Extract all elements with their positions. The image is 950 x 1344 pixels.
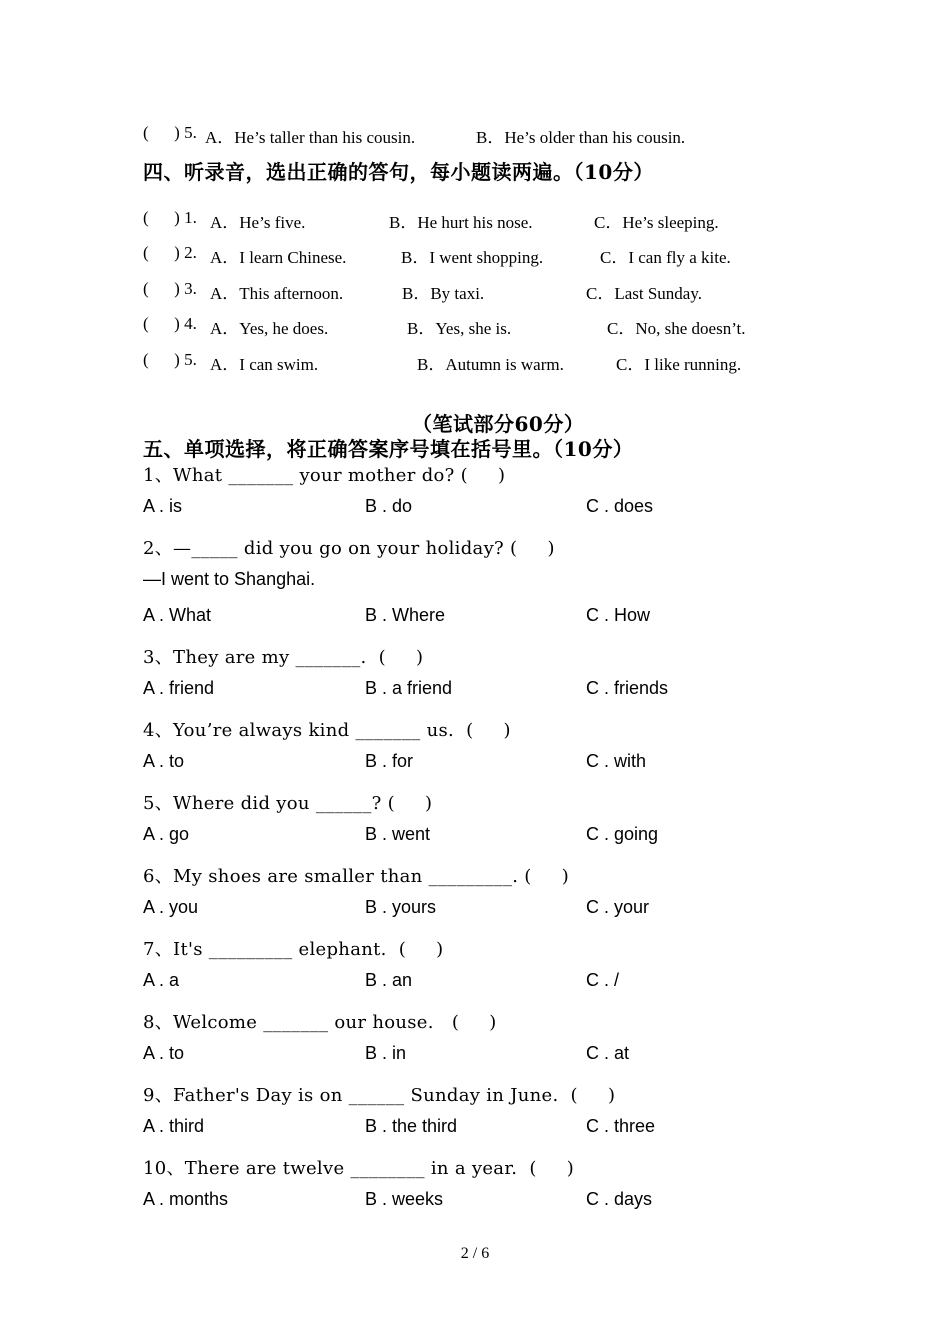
option-c: C . with	[586, 751, 647, 771]
option-b: B . a friend	[365, 678, 453, 698]
option-b: B . the third	[365, 1116, 458, 1136]
option-a: A . a	[143, 970, 180, 990]
option-c: C . your	[586, 897, 650, 917]
question-text: 8、Welcome _______ our house. ( )	[143, 1012, 497, 1033]
question-text: 7、It's _________ elephant. ( )	[143, 939, 444, 960]
section4-title: 四、听录音，选出正确的答句，每小题读两遍。（10分）	[143, 160, 654, 184]
page-number: 2 / 6	[460, 1245, 490, 1262]
question-text: 4、You’re always kind _______ us. ( )	[143, 720, 511, 741]
option-a: A．I learn Chinese.	[210, 248, 347, 267]
option-c: C．He’s sleeping.	[594, 213, 719, 232]
option-c: C . days	[586, 1189, 653, 1209]
option-c: C . at	[586, 1043, 630, 1063]
option-a: A . friend	[143, 678, 215, 698]
option-c: C．I can fly a kite.	[600, 248, 731, 267]
option-c: C . three	[586, 1116, 656, 1136]
question-text: 5、Where did you ______? ( )	[143, 793, 433, 814]
option-b: B．I went shopping.	[401, 248, 544, 267]
option-a: A . to	[143, 751, 185, 771]
written-part-header: （笔试部分60分）	[412, 412, 585, 436]
option-c: C．I like running.	[616, 355, 742, 374]
option-c: C．No, she doesn’t.	[607, 319, 746, 338]
option-c: C . friends	[586, 678, 669, 698]
option-a: A . you	[143, 897, 199, 917]
question-text: 9、Father's Day is on ______ Sunday in June. ( )	[143, 1085, 616, 1106]
s3-q5-option-a: A．He’s taller than his cousin.	[205, 128, 416, 147]
option-b: B . went	[365, 824, 431, 844]
question-text: 3、They are my _______. ( )	[143, 647, 424, 668]
option-a: A．He’s five.	[210, 213, 306, 232]
option-a: A . What	[143, 605, 212, 625]
question-text: 1、What _______ your mother do? ( )	[143, 465, 506, 486]
option-c: C . /	[586, 970, 620, 990]
item-paren: ( ) 3.	[143, 279, 197, 298]
option-a: A．Yes, he does.	[210, 319, 329, 338]
option-a: A . to	[143, 1043, 185, 1063]
question-text: 6、My shoes are smaller than _________. ( )	[143, 866, 570, 887]
option-a: A．I can swim.	[210, 355, 319, 374]
option-a: A . go	[143, 824, 190, 844]
option-a: A . is	[143, 496, 183, 516]
option-b: B . weeks	[365, 1189, 444, 1209]
section5-title: 五、单项选择，将正确答案序号填在括号里。（10分）	[143, 437, 634, 461]
question-text: 2、—_____ did you go on your holiday? ( )	[143, 538, 555, 559]
item-paren: ( ) 5.	[143, 350, 197, 369]
s3-q5-option-b: B．He’s older than his cousin.	[476, 128, 686, 147]
option-b: B . yours	[365, 897, 437, 917]
option-b: B . for	[365, 751, 414, 771]
option-b: B . do	[365, 496, 413, 516]
question-text: 10、There are twelve ________ in a year. ( )	[143, 1158, 575, 1179]
option-b: B．Autumn is warm.	[417, 355, 564, 374]
s3-q5-paren: ( ) 5.	[143, 123, 197, 142]
item-paren: ( ) 2.	[143, 243, 197, 262]
question-subtext: —I went to Shanghai.	[143, 569, 316, 589]
option-c: C . How	[586, 605, 651, 625]
item-paren: ( ) 4.	[143, 314, 197, 333]
option-c: C . going	[586, 824, 659, 844]
option-b: B . Where	[365, 605, 446, 625]
option-a: A . months	[143, 1189, 229, 1209]
option-a: A . third	[143, 1116, 205, 1136]
option-c: C . does	[586, 496, 654, 516]
option-b: B . in	[365, 1043, 407, 1063]
option-b: B．He hurt his nose.	[389, 213, 533, 232]
item-paren: ( ) 1.	[143, 208, 197, 227]
option-b: B . an	[365, 970, 413, 990]
option-b: B．By taxi.	[402, 284, 485, 303]
option-c: C．Last Sunday.	[586, 284, 703, 303]
option-a: A．This afternoon.	[210, 284, 344, 303]
option-b: B．Yes, she is.	[407, 319, 512, 338]
